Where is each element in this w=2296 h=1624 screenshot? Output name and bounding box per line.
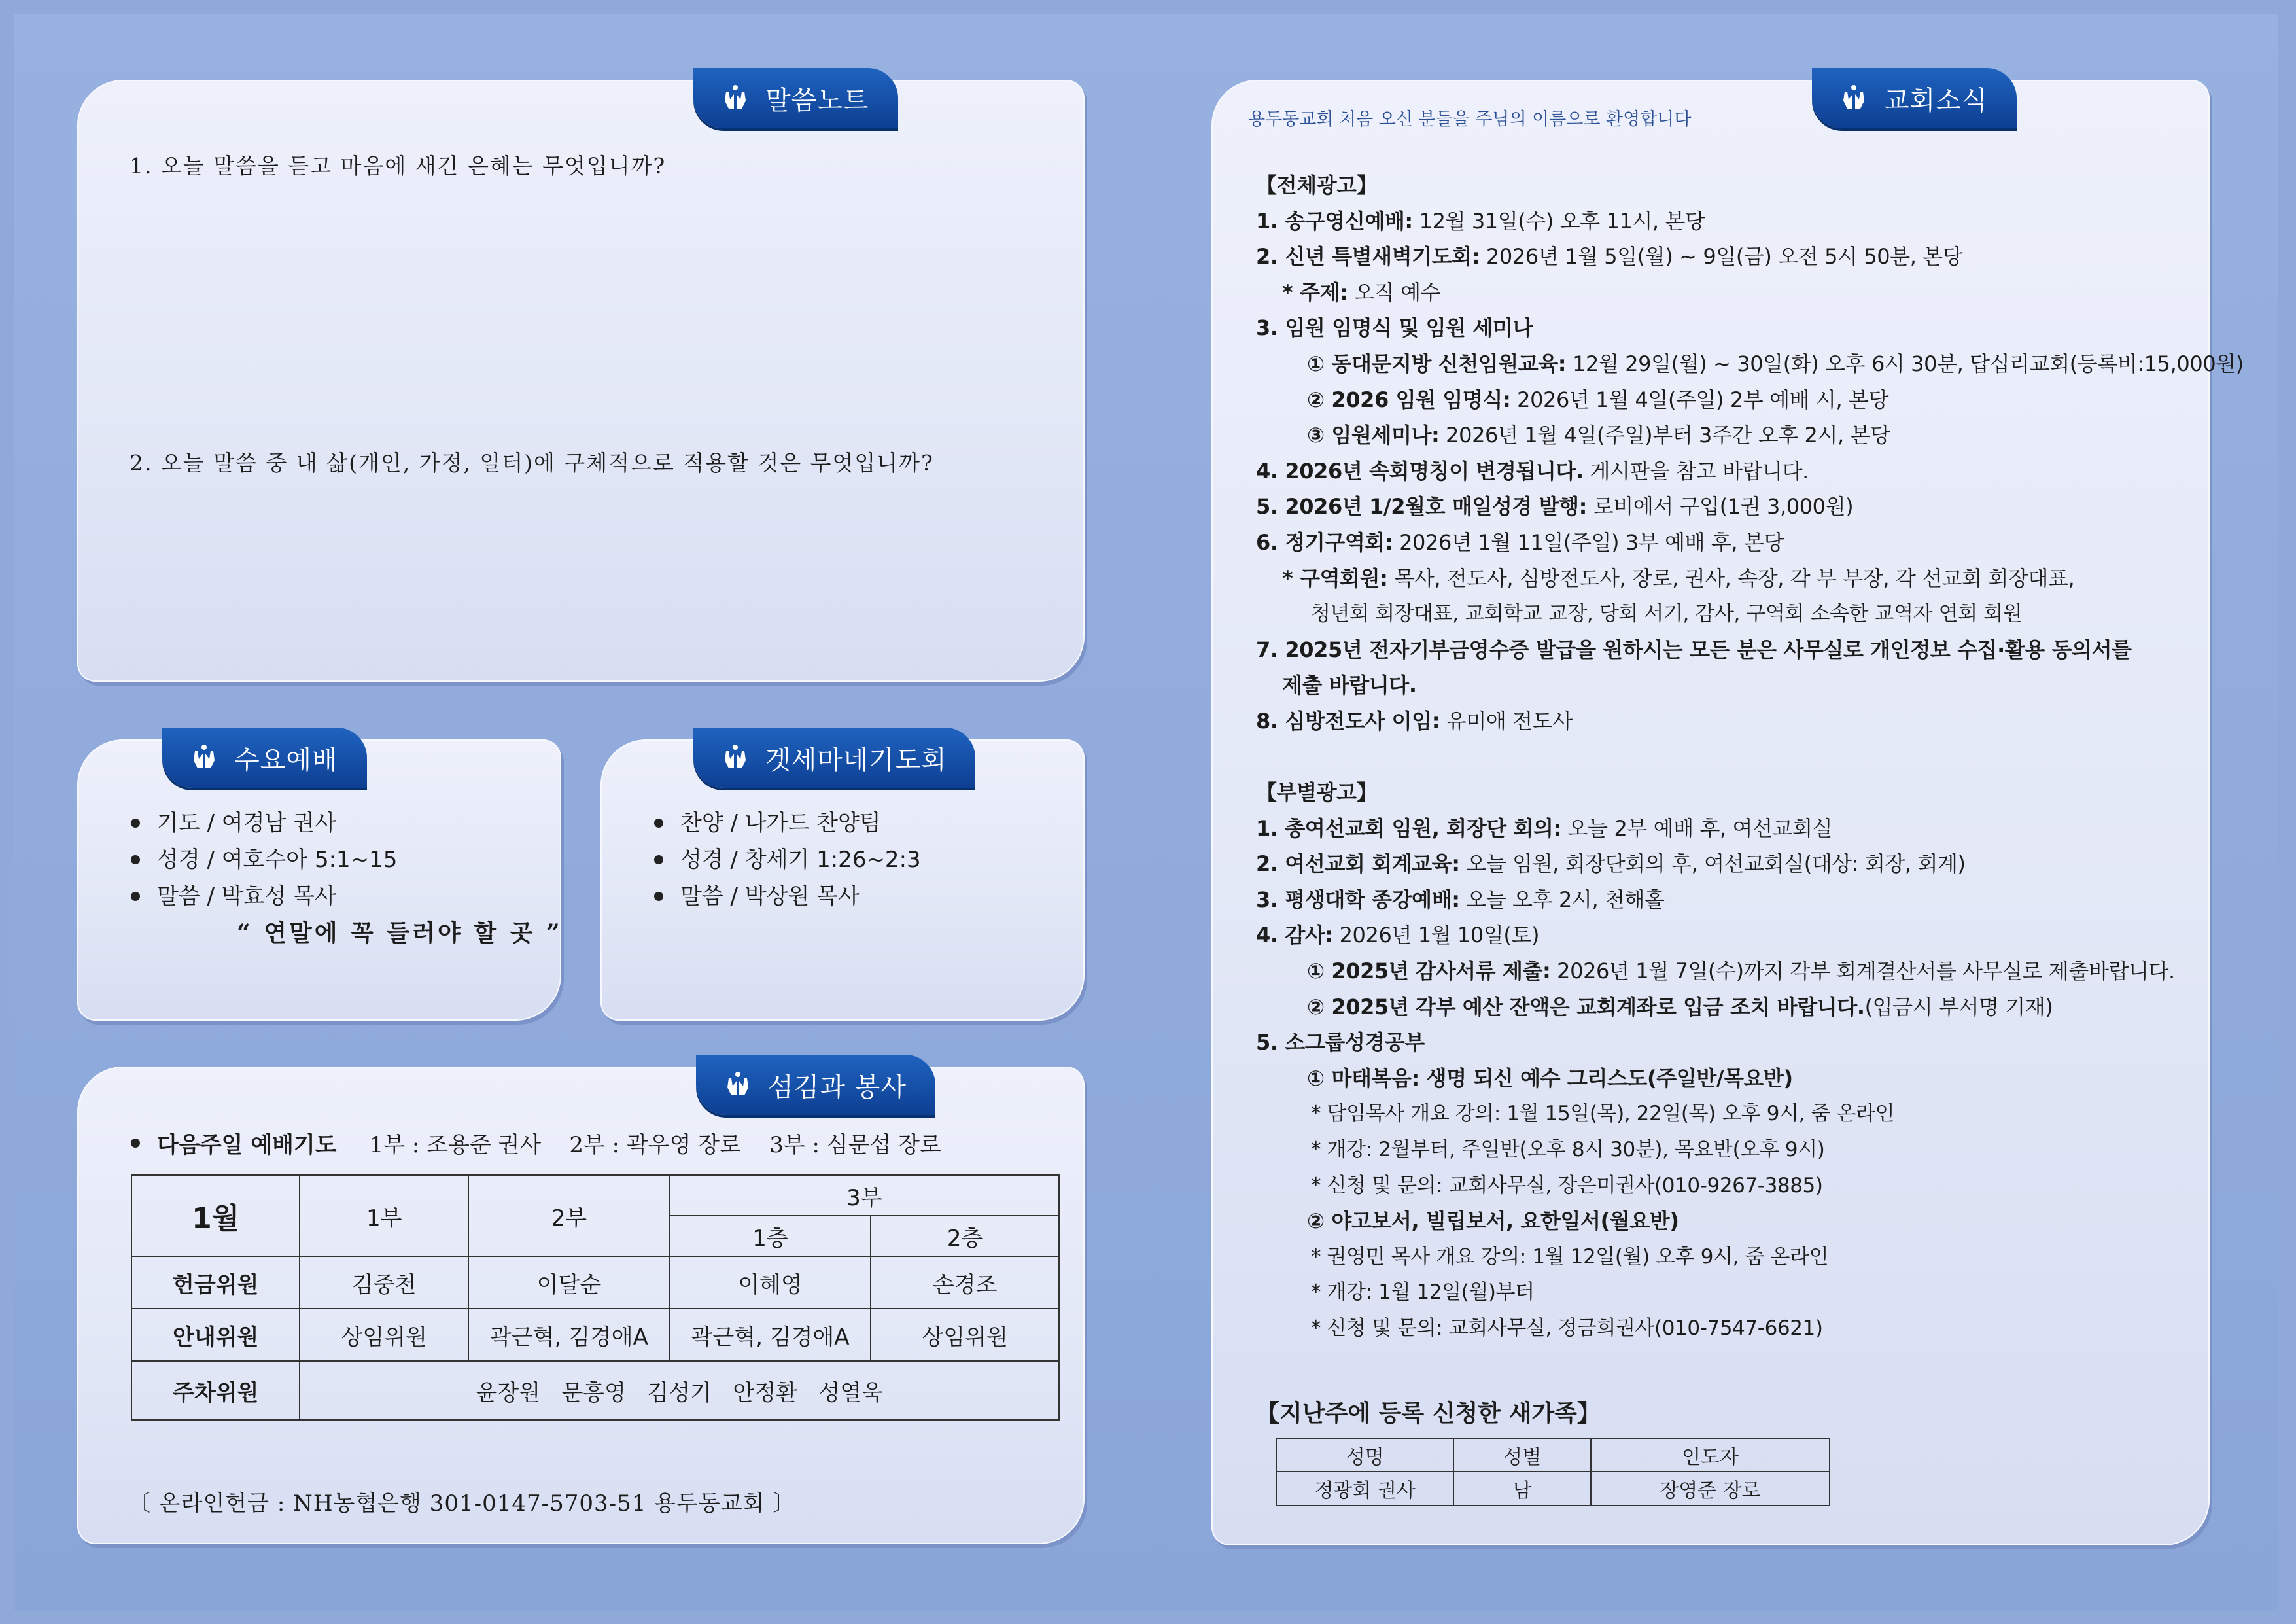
announcement-text: * 신청 및 문의: 교회사무실, 장은미권사(010-9267-3885) [1311,1173,1823,1197]
next-prayer-label: 다음주일 예배기도 [157,1132,337,1158]
service-volunteer-tab [696,1055,935,1115]
bullet-icon [654,819,663,828]
announcement-line [1256,1061,2198,1097]
list-item: 찬양 / 나가드 찬양팀 [654,805,921,841]
bullet-icon [131,819,140,828]
announcement-line [1256,310,2198,346]
announcement-text: 2. 여선교회 회계교육: [1256,851,1460,877]
announcement-text: 6. 정기구역회: [1256,529,1393,555]
announcement-line [1256,453,2198,489]
announcement-text: * 신청 및 문의: 교회사무실, 정금희권사(010-7547-6621) [1311,1316,1823,1340]
announcement-text: ② 야고보서, 빌립보서, 요한일서(월요반) [1307,1209,1679,1234]
announcement-text: ① 2025년 감사서류 제출: [1307,959,1551,984]
announcement-text: 1. 송구영신예배: [1256,208,1413,234]
praying-hands-icon [1838,82,1870,114]
newcomers-title: 【지난주에 등록 신청한 새가족】 [1256,1400,1601,1427]
announcement-line [1256,917,2198,953]
note-question-2: 2. 오늘 말씀 중 내 삶(개인, 가정, 일터)에 구체적으로 적용할 것은 무엇입니까? [130,450,934,476]
list-item: 말씀 / 박상원 목사 [654,878,921,915]
announcement-text: 2026년 1월 5일(월) ~ 9일(금) 오전 5시 50분, 본당 [1480,244,1963,270]
column-header-1: 1부 [300,1175,468,1256]
announcement-line [1256,382,2198,418]
announcement-text: 2026년 1월 11일(주일) 3부 예배 후, 본당 [1393,529,1784,555]
table-header-row: 성명 성별 인도자 [1276,1439,1830,1472]
bullet-icon [131,855,140,864]
bullet-icon [131,1139,140,1148]
announcement-text: 오직 예수 [1348,279,1441,305]
praying-hands-icon [722,1069,754,1101]
welcome-message: 용두동교회 처음 오신 분들을 주님의 이름으로 환영합니다 [1248,109,1692,130]
announcement-line [1256,1096,2198,1132]
announcement-line [1256,846,2198,882]
announcement-text: 오늘 2부 예배 후, 여선교회실 [1561,815,1833,841]
next-prayer-row [131,1127,941,1159]
announcement-line [1256,239,2198,275]
sermon-note-title: 말씀노트 [765,85,869,116]
announcement-text: ③ 임원세미나: [1307,423,1440,448]
announcement-text: 3. 임원 임명식 및 임원 세미나 [1256,315,1533,341]
column-header-3-floor1: 1층 [670,1216,871,1256]
church-news-title: 교회소식 [1884,85,1988,116]
announcement-text: 오늘 오후 2시, 천해홀 [1459,887,1665,912]
newcomers-table [1276,1438,1830,1506]
wednesday-sermon-title: “ 연말에 꼭 들러야 할 곳 ” [237,919,563,947]
announcement-line [1256,1025,2198,1061]
announcement-text: 게시판을 참고 바랍니다. [1583,458,1809,484]
note-question-1: 1. 오늘 말씀을 듣고 마음에 새긴 은혜는 무엇입니까? [130,153,667,179]
list-item: 말씀 / 박효성 목사 [131,878,397,915]
bullet-icon [654,855,663,864]
announcement-line [1256,775,2198,811]
column-header-3-floor2: 2층 [871,1216,1059,1256]
table-row: 정광회 권사 남 장영준 장로 [1276,1472,1830,1506]
announcement-text: * 개강: 2월부터, 주일반(오후 8시 30분), 목요반(오후 9시) [1311,1138,1825,1162]
table-row: 헌금위원 김중천 이달순 이혜영 손경조 [131,1256,1059,1309]
announcement-text: 4. 감사: [1256,923,1333,948]
announcement-text: * 주제: [1282,279,1348,305]
announcement-line [1256,632,2198,668]
announcement-text: 유미애 전도사 [1440,708,1573,733]
announcement-line [1256,561,2198,597]
announcement-line [1256,275,2198,311]
announcement-line [1256,882,2198,918]
sermon-note-tab [693,68,898,128]
announcement-text: 【전체광고】 [1256,173,1378,198]
announcement-line [1256,703,2198,739]
announcement-text: 로비에서 구입(1권 3,000원) [1587,494,1854,520]
list-item: 기도 / 여경남 권사 [131,805,397,841]
column-header-2: 2부 [468,1175,670,1256]
announcement-text: * 구역회원: [1282,565,1388,591]
wednesday-program-list [131,805,397,915]
announcement-text: 8. 심방전도사 이임: [1256,708,1440,733]
bullet-icon [654,892,663,901]
announcement-text: * 개강: 1월 12일(월)부터 [1311,1280,1535,1305]
gethsemane-program-list [654,805,921,915]
announcement-text: 2026년 1월 4일(주일) 2부 예배 시, 본당 [1510,387,1889,412]
announcement-text: 4. 2026년 속회명칭이 변경됩니다. [1256,458,1584,484]
announcement-text: 7. 2025년 전자기부금영수증 발급을 원하시는 모든 분은 사무실로 개인정보 수집·활용 동의서를 [1256,637,2132,662]
announcement-line [1256,525,2198,561]
announcement-text: 3. 평생대학 종강예배: [1256,887,1460,912]
announcement-text: * 담임목사 개요 강의: 1월 15일(목), 22일(목) 오후 9시, 줌 온라인 [1311,1102,1895,1126]
announcement-line [1256,811,2198,847]
list-item: 성경 / 여호수아 5:1~15 [131,841,397,878]
announcement-line [1256,1239,2198,1275]
announcement-text: * 권영민 목사 개요 강의: 1월 12일(월) 오후 9시, 줌 온라인 [1311,1244,1829,1269]
column-header-3: 3부 [670,1175,1059,1216]
announcement-line [1256,168,2198,203]
announcement-text: 2. 신년 특별새벽기도회: [1256,244,1480,270]
church-news-tab [1812,68,2017,128]
announcement-line [1256,1168,2198,1204]
announcement-line [1256,1132,2198,1168]
online-offering-info: 〔 온라인헌금 : NH농협은행 301-0147-5703-51 용두동교회 〕 [128,1491,796,1517]
announcement-line [1256,953,2198,989]
announcement-line [1256,667,2198,703]
announcement-text: ① 동대문지방 신천임원교육: [1307,351,1567,376]
wednesday-service-tab [162,728,367,788]
praying-hands-icon [720,82,751,114]
announcement-line [1256,739,2198,775]
announcement-line [1256,596,2198,632]
announcement-line [1256,203,2198,239]
announcement-text: 2026년 1월 10일(토) [1332,923,1540,948]
announcement-text: ② 2025년 각부 예산 잔액은 교회계좌로 입금 조치 바랍니다. [1307,994,1865,1019]
gethsemane-prayer-title: 겟세마네기도회 [765,745,947,775]
table-row: 주차위원 윤장원 문흥영 김성기 안정환 성열욱 [131,1361,1059,1420]
praying-hands-icon [720,742,751,773]
praying-hands-icon [188,742,220,773]
next-prayer-value: 1부 : 조용준 권사 2부 : 곽우영 장로 3부 : 심문섭 장로 [369,1132,941,1158]
announcement-text: ② 2026 임원 임명식: [1307,387,1511,412]
announcement-line [1256,1203,2198,1239]
announcement-text: 2026년 1월 7일(수)까지 각부 회계결산서를 사무실로 제출바랍니다. [1550,959,2175,984]
announcement-text: 2026년 1월 4일(주일)부터 3주간 오후 2시, 본당 [1439,423,1890,448]
announcement-text: 5. 소그룹성경공부 [1256,1030,1425,1055]
announcement-text: 청년회 회장대표, 교회학교 교장, 당회 서기, 감사, 구역회 소속한 교역자 연회 회원 [1311,602,2023,626]
announcement-line [1256,417,2198,453]
announcement-line [1256,1311,2198,1347]
announcement-list [1256,168,2244,1347]
announcement-line [1256,346,2244,382]
announcement-text: 1. 총여선교회 임원, 회장단 회의: [1256,815,1561,841]
announcement-text: 제출 바랍니다. [1282,673,1417,698]
announcement-line [1256,1275,2198,1311]
announcement-text: (입금시 부서명 기재) [1864,994,2053,1019]
announcement-line [1256,989,2198,1025]
announcement-text: 12월 31일(수) 오후 11시, 본당 [1412,208,1705,234]
service-volunteer-title: 섬김과 봉사 [768,1072,907,1103]
announcement-text: ① 마태복음: 생명 되신 예수 그리스도(주일반/목요반) [1307,1065,1793,1091]
announcement-text: 5. 2026년 1/2월호 매일성경 발행: [1256,494,1588,520]
announcement-text: 12월 29일(월) ~ 30일(화) 오후 6시 30분, 답십리교회(등록비:15,000원) [1566,351,2244,376]
announcement-line [1256,489,2198,525]
table-row: 안내위원 상임위원 곽근혁, 김경애A 곽근혁, 김경애A 상임위원 [131,1309,1059,1361]
month-cell: 1월 [131,1175,300,1256]
announcement-text: 【부별광고】 [1256,780,1378,805]
service-duty-table [131,1174,1060,1421]
announcement-text: 오늘 임원, 회장단회의 후, 여선교회실(대상: 회장, 회계) [1459,851,1966,877]
bullet-icon [131,892,140,901]
list-item: 성경 / 창세기 1:26~2:3 [654,841,921,878]
wednesday-service-title: 수요예배 [234,745,338,775]
gethsemane-prayer-tab [693,728,975,788]
announcement-text: 목사, 전도사, 심방전도사, 장로, 권사, 속장, 각 부 부장, 각 선교회 회장대표, [1387,565,2075,591]
